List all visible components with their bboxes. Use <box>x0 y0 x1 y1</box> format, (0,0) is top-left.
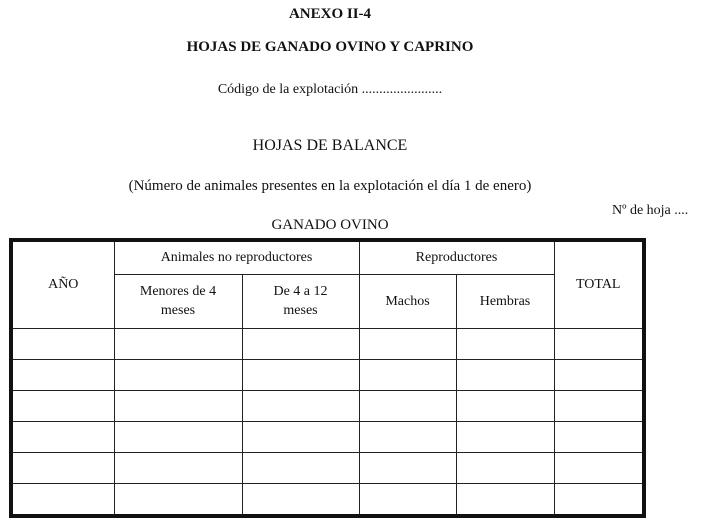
col-under-4-months-header <box>114 274 242 328</box>
col-4-to-12-line1: De 4 a 12 <box>273 284 328 299</box>
table-cell <box>242 390 359 421</box>
table-cell <box>359 452 456 483</box>
balance-subtitle: (Número de animales presentes en la explotación el día 1 de enero) <box>128 178 532 194</box>
table-cell <box>456 483 554 516</box>
table-cell <box>359 421 456 452</box>
sheep-balance-table <box>9 238 646 518</box>
table-cell <box>11 359 114 390</box>
table-cell <box>114 328 242 359</box>
table-cell <box>359 390 456 421</box>
table-cell <box>554 328 644 359</box>
table-row <box>11 452 644 483</box>
group-non-breeding-header: Animales no reproductores <box>114 240 359 274</box>
table-cell <box>456 328 554 359</box>
table-cell <box>114 483 242 516</box>
table-cell <box>554 483 644 516</box>
col-total-header: TOTAL <box>554 240 644 328</box>
table-cell <box>359 328 456 359</box>
table-row <box>11 359 644 390</box>
table-cell <box>359 359 456 390</box>
table-cell <box>359 483 456 516</box>
table-cell <box>456 421 554 452</box>
table-cell <box>11 483 114 516</box>
table-cell <box>554 452 644 483</box>
table-cell <box>11 452 114 483</box>
group-breeding-header: Reproductores <box>359 240 554 274</box>
table-cell <box>11 421 114 452</box>
col-under-4-line2: meses <box>160 303 196 318</box>
table-row <box>11 483 644 516</box>
table-row <box>11 328 644 359</box>
table-cell <box>114 390 242 421</box>
table-cell <box>242 452 359 483</box>
farm-code-field: Código de la explotación ....................... <box>217 82 443 97</box>
col-males-header: Machos <box>359 274 456 328</box>
table-cell <box>114 359 242 390</box>
balance-heading: HOJAS DE BALANCE <box>252 137 408 154</box>
col-4-to-12-months-header <box>242 274 359 328</box>
col-under-4-line1: Menores de 4 <box>139 284 217 299</box>
table-cell <box>242 328 359 359</box>
table-cell <box>554 421 644 452</box>
table-cell <box>11 328 114 359</box>
table-cell <box>456 452 554 483</box>
table-cell <box>554 390 644 421</box>
table-row <box>11 421 644 452</box>
table-cell <box>242 359 359 390</box>
document-title: HOJAS DE GANADO OVINO Y CAPRINO <box>186 39 474 55</box>
table-cell <box>114 452 242 483</box>
col-year-header: AÑO <box>11 240 114 328</box>
table-cell <box>554 359 644 390</box>
table-cell <box>11 390 114 421</box>
table-cell <box>456 359 554 390</box>
table-cell <box>114 421 242 452</box>
table-cell <box>242 421 359 452</box>
col-females-header: Hembras <box>456 274 554 328</box>
table-cell <box>242 483 359 516</box>
annex-label: ANEXO II-4 <box>288 6 372 22</box>
table-body <box>11 328 644 516</box>
table-cell <box>456 390 554 421</box>
col-4-to-12-line2: meses <box>283 303 318 318</box>
table-title: GANADO OVINO <box>271 217 389 233</box>
sheet-number: Nº de hoja .... <box>612 203 689 218</box>
table-row <box>11 390 644 421</box>
